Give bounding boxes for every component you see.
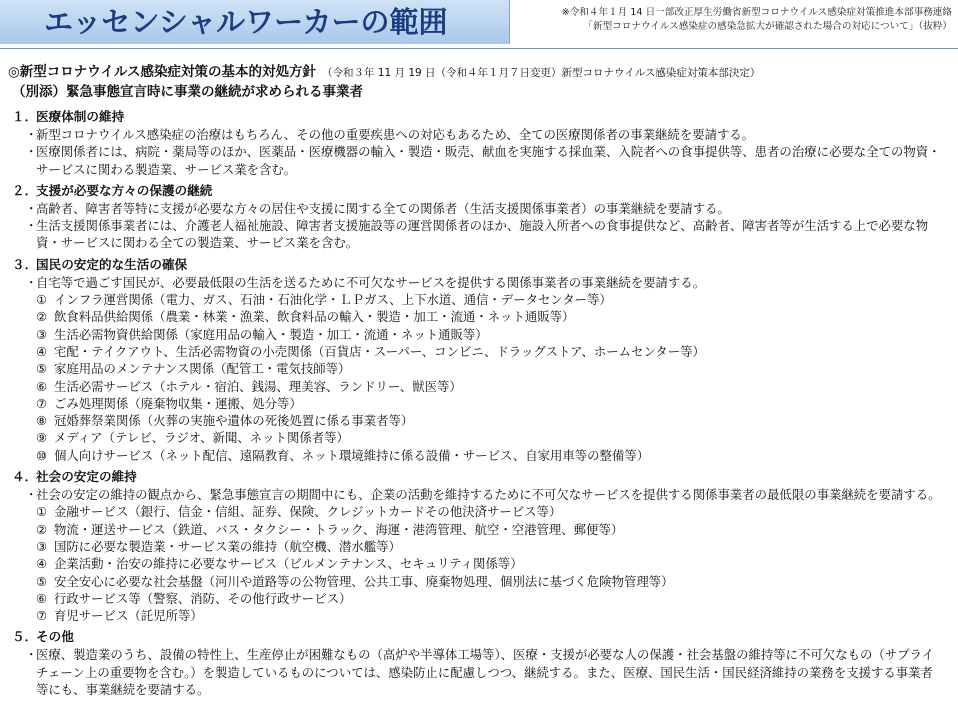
- page-title: エッセンシャルワーカーの範囲: [0, 0, 510, 44]
- section-number: ４．: [12, 469, 38, 485]
- list-item: [12, 590, 942, 607]
- list-item-text: 安全安心に必要な社会基盤（河川や道路等の公物管理、公共工事、廃棄物処理、個別法に基づく危険物管理等）: [54, 573, 674, 589]
- bullet-text: 社会の安定の維持の観点から、緊急事態宣言の期間中にも、企業の活動を維持するために不可欠なサービスを提供する関係事業者の最低限の事業継続を要請する。: [36, 487, 941, 503]
- list-item: [12, 573, 942, 590]
- list-item-text: 飲食料品供給関係（農業・林業・漁業、飲食料品の輸入・製造・加工・流通・ネット通販等）: [54, 309, 575, 325]
- policy-heading: [8, 60, 760, 80]
- list-item: [12, 503, 942, 520]
- list-item-text: 育児サービス（託児所等）: [54, 608, 203, 624]
- section-heading: [12, 182, 942, 200]
- bullet-text: 高齢者、障害者等特に支援が必要な方々の居住や支援に関する全ての関係者（生活支援関係事業者）の事業継続を要請する。: [36, 200, 730, 216]
- bullet-paragraph: [12, 274, 942, 291]
- section-number: ３．: [12, 256, 38, 272]
- list-item-number: ①: [36, 504, 48, 520]
- list-item-number: ③: [36, 538, 48, 554]
- list-item-number: ②: [36, 309, 48, 325]
- list-item: [12, 291, 942, 308]
- section-heading: [12, 256, 942, 274]
- source-note-line-1: ※令和４年１月 14 日一部改正厚生労働省新型コロナウイルス感染症対策推進本部事務連絡: [561, 7, 952, 18]
- list-item: [12, 326, 942, 343]
- bullet-mark: ・: [25, 647, 38, 663]
- bullet-paragraph: [12, 143, 942, 178]
- list-item: [12, 555, 942, 572]
- source-note: [512, 6, 952, 34]
- section-heading-text: 支援が必要な方々の保護の継続: [36, 182, 213, 198]
- list-item: [12, 538, 942, 555]
- list-item-text: 国防に必要な製造業・サービス業の維持（航空機、潜水艦等）: [54, 538, 401, 554]
- list-item-text: 生活必需サービス（ホテル・宿泊、銭湯、理美容、ランドリー、獣医等）: [54, 378, 462, 394]
- list-item-number: ⑦: [36, 395, 48, 411]
- section-heading-text: 社会の安定の維持: [36, 469, 137, 485]
- list-item-number: ⑥: [36, 378, 48, 394]
- policy-title: ◎新型コロナウイルス感染症対策の基本的対処方針: [8, 64, 316, 80]
- bullet-paragraph: [12, 126, 942, 143]
- list-item-text: 生活必需物資供給関係（家庭用品の輸入・製造・加工・流通・ネット通販等）: [54, 326, 488, 342]
- list-item-number: ⑤: [36, 361, 48, 377]
- list-item: [12, 308, 942, 325]
- list-item-text: 物流・運送サービス（鉄道、バス・タクシー・トラック、海運・港湾管理、航空・空港管理、郵便等）: [54, 521, 624, 537]
- section: [12, 468, 942, 624]
- bullet-mark: ・: [25, 127, 38, 142]
- list-item-number: ④: [36, 556, 48, 572]
- list-item-number: ③: [36, 326, 48, 342]
- sections-list: [12, 104, 942, 698]
- bullet-paragraph: [12, 217, 942, 252]
- bullet-text: 新型コロナウイルス感染症の治療はもちろん、その他の重要疾患への対応もあるため、全ての医療関係者の事業継続を要請する。: [36, 127, 755, 142]
- list-item-text: 家庭用品のメンテナンス関係（配管工・電気技師等）: [54, 361, 351, 377]
- bullet-mark: ・: [25, 487, 38, 503]
- list-item: [12, 395, 942, 412]
- list-item: [12, 429, 942, 446]
- list-item-number: ②: [36, 521, 48, 537]
- list-item-text: 個人向けサービス（ネット配信、遠隔教育、ネット環境維持に係る設備・サービス、自家用車等の整備等）: [54, 447, 650, 463]
- section-heading-text: 医療体制の維持: [36, 109, 125, 124]
- list-item-text: 金融サービス（銀行、信金・信組、証券、保険、クレジットカードその他決済サービス等）: [54, 504, 562, 520]
- list-item: [12, 607, 942, 624]
- list-item-text: ごみ処理関係（廃棄物収集・運搬、処分等）: [54, 395, 302, 411]
- bullet-paragraph: [12, 646, 942, 698]
- list-item-number: ⑦: [36, 608, 48, 624]
- list-item-text: 行政サービス等（警察、消防、その他行政サービス）: [54, 590, 352, 606]
- list-item-text: 宅配・テイクアウト、生活必需物資の小売関係（百貨店・スーパー、コンビニ、ドラッグストア、ホームセンター等）: [54, 343, 705, 359]
- section: [12, 256, 942, 464]
- list-item: [12, 447, 942, 464]
- bullet-mark: ・: [25, 200, 38, 216]
- section-number: ２．: [12, 182, 38, 198]
- list-item-number: ⑤: [36, 573, 48, 589]
- list-item-number: ④: [36, 343, 48, 359]
- list-item-number: ⑨: [36, 430, 48, 446]
- bullet-mark: ・: [25, 218, 38, 234]
- list-item: [12, 343, 942, 360]
- bullet-mark: ・: [25, 274, 38, 290]
- list-item: [12, 521, 942, 538]
- list-item-number: ⑥: [36, 590, 48, 606]
- list-item-text: 企業活動・治安の維持に必要なサービス（ビルメンテナンス、セキュリティ関係等）: [54, 556, 523, 572]
- annex-heading: （別添）緊急事態宣言時に事業の継続が求められる事業者: [12, 84, 363, 100]
- bullet-text: 生活支援関係事業者には、介護老人福祉施設、障害者支援施設等の運営関係者のほか、施設入所者への食事提供など、高齢者、障害者等が生活する上で必要な物資・サービスに関わる全ての製造業、サービス業を含む。: [36, 218, 929, 251]
- source-note-line-2: 「新型コロナウイルス感染症の感染急拡大が確認された場合の対応について」（抜粋）: [583, 21, 952, 32]
- section-number: １．: [12, 109, 38, 124]
- section-heading: [12, 108, 942, 126]
- list-item-text: メディア（テレビ、ラジオ、新聞、ネット関係者等）: [54, 430, 349, 446]
- policy-date: （令和３年 11 月 19 日（令和４年１月７日変更）新型コロナウイルス感染症対策本部決定）: [321, 67, 761, 79]
- list-item-number: ⑩: [36, 447, 48, 463]
- section-heading-text: その他: [36, 629, 74, 645]
- list-item-text: 冠婚葬祭業関係（火葬の実施や遺体の死後処置に係る事業者等）: [54, 413, 414, 429]
- section-number: ５．: [12, 629, 38, 645]
- list-item-text: インフラ運営関係（電力、ガス、石油・石油化学・ＬＰガス、上下水道、通信・データセンター等）: [54, 292, 612, 308]
- bullet-text: 医療、製造業のうち、設備の特性上、生産停止が困難なもの（高炉や半導体工場等）、医療・支援が必要な人の保護・社会基盤の維持等に不可欠なもの（サプライチェーン上の重要物を含む。）を製造しているものについては、感染防止に配慮しつつ、継続する。また、医療、国民生活・国民経済維持の業務を支援する事業者等にも、事業継続を要請する。: [36, 647, 934, 698]
- section: [12, 108, 942, 178]
- section: [12, 182, 942, 252]
- bullet-text: 医療関係者には、病院・薬局等のほか、医薬品・医療機器の輸入・製造・販売、献血を実施する採血業、入院者への食事提供等、患者の治療に必要な全ての物資・サービスに関わる製造業、サービス業を含む。: [36, 144, 941, 177]
- list-item-number: ①: [36, 292, 48, 308]
- bullet-text: 自宅等で過ごす国民が、必要最低限の生活を送るために不可欠なサービスを提供する関係事業者の事業継続を要請する。: [36, 274, 706, 290]
- section-heading: [12, 628, 942, 646]
- section: [12, 628, 942, 698]
- list-item: [12, 412, 942, 429]
- list-item-number: ⑧: [36, 413, 48, 429]
- page-header: [0, 0, 958, 46]
- bullet-paragraph: [12, 486, 942, 503]
- list-item: [12, 360, 942, 377]
- list-item: [12, 378, 942, 395]
- section-heading: [12, 468, 942, 486]
- bullet-paragraph: [12, 200, 942, 217]
- bullet-mark: ・: [25, 144, 38, 160]
- header-divider: [0, 48, 958, 49]
- section-heading-text: 国民の安定的な生活の確保: [36, 256, 188, 272]
